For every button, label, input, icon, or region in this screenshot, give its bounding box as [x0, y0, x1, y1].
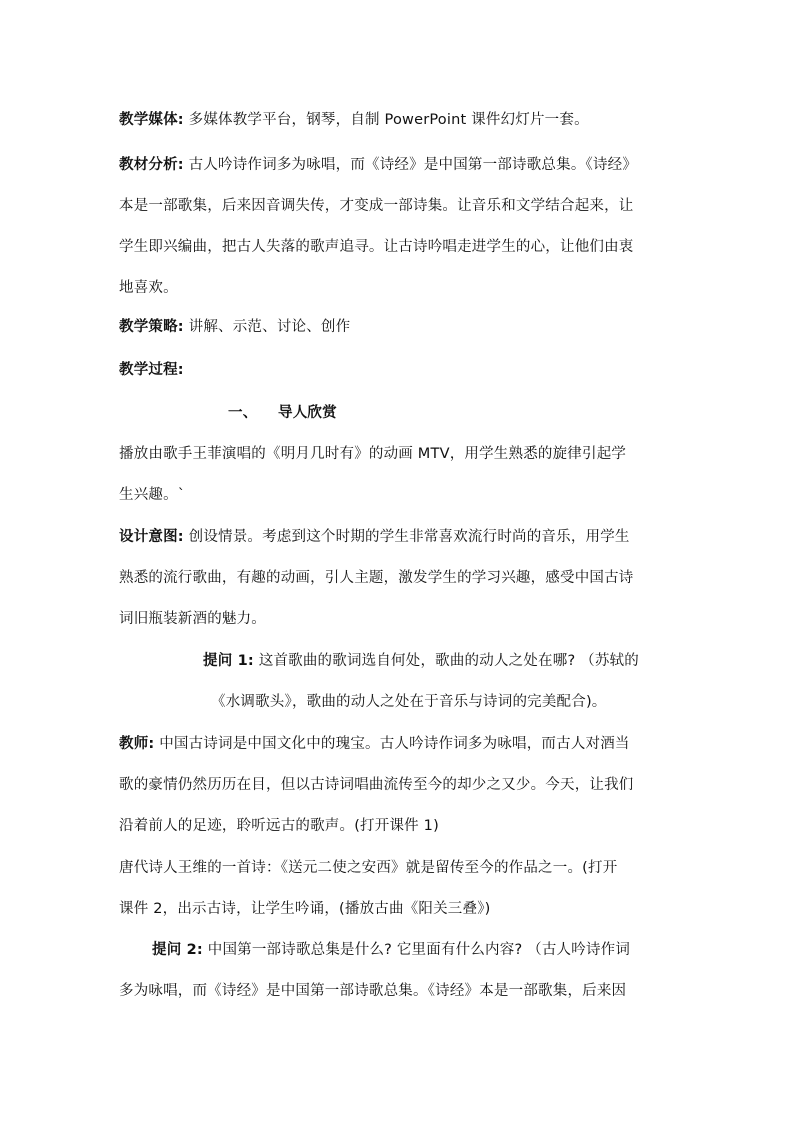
teacher-line-2: 歌的豪情仍然历历在目，但以古诗词唱曲流传至今的却少之又少。今天，让我们: [119, 777, 634, 793]
play-mtv-paragraph: [119, 434, 679, 516]
section-1-line: [228, 393, 428, 434]
teaching-media-label: 教学媒体:: [119, 112, 184, 128]
design-intent-line-2: 熟悉的流行歌曲，有趣的动画，引人主题，激发学生的学习兴趣，感受中国古诗: [119, 570, 634, 586]
section-1-heading: [228, 393, 428, 434]
material-analysis-line-1: [119, 145, 679, 186]
material-analysis-paragraph: [119, 145, 679, 309]
tang-poet-paragraph: [119, 848, 679, 930]
play-mtv-line-1: 播放由歌手王菲演唱的《明月几时有》的动画 MTV，用学生熟悉的旋律引起学: [119, 446, 627, 462]
teacher-text-1: 中国古诗词是中国文化中的瑰宝。古人吟诗作词多为咏唱，而古人对酒当: [159, 736, 630, 752]
design-intent-line-1: [119, 517, 679, 558]
tang-poet-line-1: 唐代诗人王维的一首诗：《送元二使之安西》就是留传至今的作品之一。(打开: [119, 860, 618, 876]
question-2-paragraph: [119, 930, 679, 1012]
question-1-label: 提问 1:: [203, 653, 254, 669]
teaching-media-text: 多媒体教学平台，钢琴，自制 PowerPoint 课件幻灯片一套。: [188, 112, 589, 128]
design-intent-label: 设计意图:: [119, 529, 184, 545]
question-2-label: 提问 2:: [152, 942, 203, 958]
section-1-title: 导人欣赏: [278, 405, 337, 421]
question-2-text-1: 中国第一部诗歌总集是什么? 它里面有什么内容? （古人吟诗作词: [207, 942, 631, 958]
teaching-strategy-text: 讲解、示范、讨论、创作: [188, 319, 351, 335]
teacher-line-3: 沿着前人的足迹，聆听远古的歌声。(打开课件 1): [119, 818, 439, 834]
tang-poet-line-2: 课件 2，出示古诗，让学生吟诵，(播放古曲《阳关三叠》): [119, 901, 491, 917]
design-intent-line-3: 词旧瓶装新酒的魅力。: [119, 611, 266, 627]
question-1-line-1: [203, 641, 679, 682]
teaching-strategy-label: 教学策略:: [119, 319, 184, 335]
design-intent-text-1: 创设情景。考虑到这个时期的学生非常喜欢流行时尚的音乐，用学生: [188, 529, 630, 545]
material-analysis-label: 教材分析:: [119, 157, 184, 173]
question-1-paragraph: [203, 641, 679, 723]
teaching-strategy-paragraph: [119, 307, 679, 348]
section-1-number: 一、: [228, 405, 258, 421]
teaching-strategy-line: [119, 307, 679, 348]
question-2-line-2: 多为咏唱，而《诗经》是中国第一部诗歌总集。《诗经》本是一部歌集，后来因: [119, 983, 627, 999]
teacher-label: 教师:: [119, 736, 155, 752]
question-2-line-1: [119, 930, 679, 971]
teacher-paragraph: [119, 724, 679, 847]
teaching-media-paragraph: [119, 100, 679, 141]
material-analysis-line-2: 本是一部歌集，后来因音调失传，才变成一部诗集。让音乐和文学结合起来，让: [119, 198, 634, 214]
design-intent-paragraph: [119, 517, 679, 640]
material-analysis-text-1: 古人吟诗作词多为咏唱，而《诗经》是中国第一部诗歌总集。《诗经》: [188, 157, 638, 173]
play-mtv-line-2: 生兴趣。`: [119, 487, 186, 503]
question-1-line-2: 《水调歌头》，歌曲的动人之处在于音乐与诗词的完美配合)。: [211, 694, 607, 710]
material-analysis-line-3: 学生即兴编曲，把古人失落的歌声追寻。让古诗吟唱走进学生的心，让他们由衷: [119, 239, 634, 255]
teaching-process-heading: [119, 350, 679, 391]
teacher-line-1: [119, 724, 679, 765]
teaching-process-label: 教学过程:: [119, 362, 184, 378]
question-1-text-1: 这首歌曲的歌词选自何处，歌曲的动人之处在哪? （苏轼的: [258, 653, 639, 669]
teaching-media-line: [119, 100, 679, 141]
material-analysis-line-4: 地喜欢。: [119, 280, 178, 296]
